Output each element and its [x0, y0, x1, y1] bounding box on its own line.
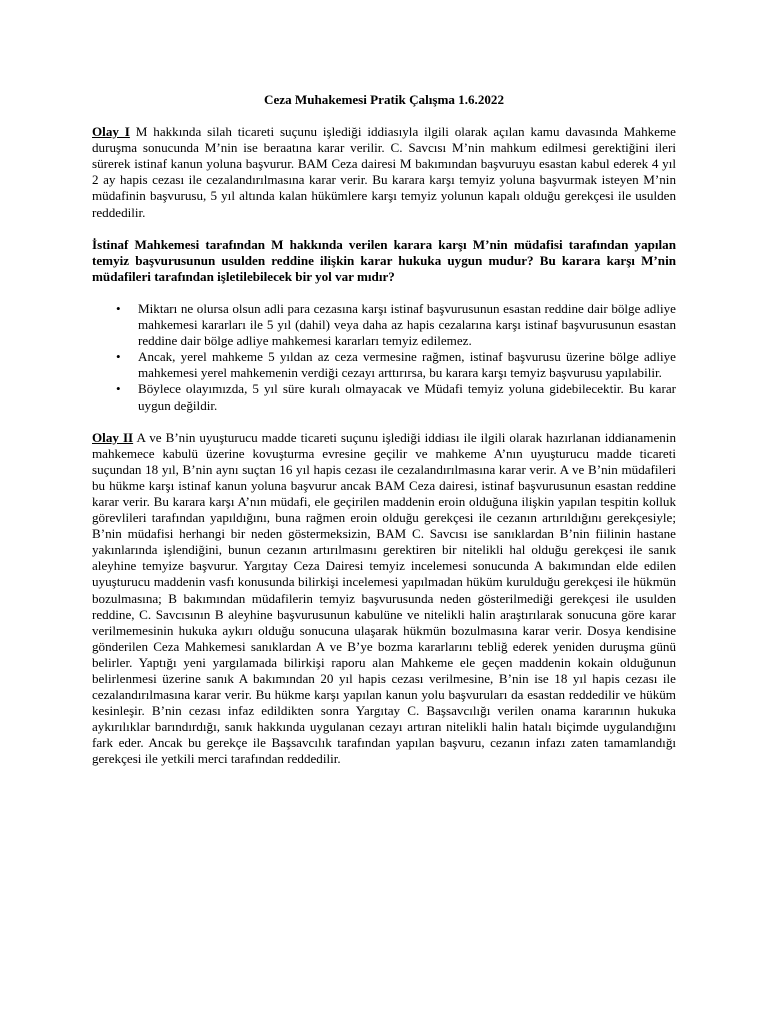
question-1: İstinaf Mahkemesi tarafından M hakkında verilen karara karşı M’nin müdafisi tarafından yapılan temyiz başvurusunun usulden reddine ilişkin karar hukuka uygun mudur? Bu karara karşı M’nin müdafileri tarafından işletilebilecek bir yol var mıdır? [92, 236, 676, 284]
olay-1-paragraph [92, 124, 676, 221]
document-page [92, 92, 676, 768]
bullet-icon: • [116, 300, 121, 316]
olay-2-paragraph [92, 430, 676, 768]
olay-1-text: M hakkında silah ticareti suçunu işlediği iddiasıyla ilgili olarak açılan kamu davasında Mahkeme duruşma sonucunda M’nin ise beraatına karar verilir. C. Savcısı M’nin mahkum edilmesi gerektiğini ileri sürerek istinaf kanun yoluna başvurur. BAM Ceza dairesi M bakımından başvuruyu esastan kabul ederek 4 yıl 2 ay hapis cezası ile cezalandırılmasına karar verir. Bu karara karşı temyiz yoluna başvurmak isteyen M’nin müdafinin başvurusu, 5 yıl altında kalan hükümlere karşı temyiz yolunun kapalı olduğu gerekçesi ile usulden reddedilir. [92, 124, 676, 220]
bullet-text-1: Miktarı ne olursa olsun adli para cezasına karşı istinaf başvurusunun esastan reddine dair bölge adliye mahkemesi kararları ile 5 yıl (dahil) veya daha az hapis cezalarına karşı istinaf başvurusunun esastan reddine dair bölge adliye mahkemesi kararları temyiz edilemez. [138, 300, 676, 349]
bullet-icon: • [116, 381, 121, 397]
bullet-item-3 [116, 381, 676, 413]
bullet-text-2: Ancak, yerel mahkeme 5 yıldan az ceza vermesine rağmen, istinaf başvurusu üzerine bölge adliye mahkemesi yerel mahkemenin verdiği cezayı arttırırsa, bu karara karşı temyiz başvurusu yapılabilir. [138, 349, 676, 381]
answer-bullet-list [92, 301, 676, 414]
olay-1-label: Olay I [92, 124, 130, 140]
olay-2-text: A ve B’nin uyuşturucu madde ticareti suçunu işlediği iddiası ile ilgili olarak hazırlanan iddianamenin mahkemece kabulü üzerine kovuşturma evresine geçilir ve mahkeme A’nın uyuşturucu madde ticareti suçundan 18 yıl, B’nin aynı suçtan 16 yıl hapis cezası ile cezalandırılmasına karar verir. A ve B’nin müdafileri bu hükme karşı istinaf kanun yoluna başvurur ancak BAM Ceza dairesi, istinaf başvurusunun esastan reddine karar verir. Bu karara karşı A’nın müdafi, ele geçirilen maddenin eroin olduğuna ilişkin yapılan tespitin kolluk görevlileri tarafından yapıldığını, buna rağmen eroin olduğu gerekçesi ile cezanın artırıldığını gerekçesiyle; B’nin müdafisi herhangi bir neden göstermeksizin, BAM C. Savcısı ise sanıklardan B’nin fiilinin hastane yakınlarında işlendiğini, bunun cezanın artırılmasını gerektiren bir nitelikli hal olduğu gerekçesi ile sanık aleyhine temyize başvurur. Yargıtay Ceza Dairesi temyiz incelemesi sonucunda A bakımından elde edilen uyuşturucu maddenin vasfı konusunda bilirkişi incelemesi yapılmadan hüküm kurulduğu gerekçesi ile hükmün bozulmasına; B bakımından müdafilerin temyiz başvurusunda neden gösterilmediği gerekçesi ile usulden reddine, C. Savcısının B aleyhine başvurusunun kabulüne ve nitelikli halin araştırılarak sonucuna göre karar verilmemesinin hukuka aykırı olduğu sonucuna ulaşarak hükmün bozulmasına karar verir. Dosya kendisine gönderilen Ceza Mahkemesi sanıklardan A ve B’ye bozma kararlarını tebliğ ederek yeniden duruşma günü belirler. Yaptığı yeni yargılamada bilirkişi raporu alan Mahkeme ele geçen maddenin kokain olduğunun belirlenmesi üzerine sanık A bakımından 20 yıl hapis cezası verilmesine, B’nin ise 18 yıl hapis cezası ile cezalandırılmasına karar verir. Bu hükme karşı yapılan kanun yolu başvuruları da esastan reddedilir ve hüküm kesinleşir. B’nin cezası infaz edildikten sonra Yargıtay C. Başsavcılığı verilen onama kararının hukuka aykırılıklar barındırdığı, sanık hakkında uygulanan cezayı artıran nitelikli halin hatalı biçimde uygulandığını fark eder. Ancak bu gerekçe ile Başsavcılık tarafından yapılan başvuru, cezanın infazı zaten tamamlandığı gerekçesi ile yetkili merci tarafından reddedilir. [92, 429, 676, 767]
document-title: Ceza Muhakemesi Pratik Çalışma 1.6.2022 [263, 92, 505, 107]
bullet-item-1 [116, 300, 676, 349]
bullet-item-2 [116, 349, 676, 381]
olay-2-label: Olay II [92, 429, 134, 445]
bullet-icon: • [116, 349, 121, 365]
bullet-text-3: Böylece olayımızda, 5 yıl süre kuralı olmayacak ve Müdafi temyiz yoluna gidebilecektir. Bu karar uygun değildir. [138, 381, 676, 413]
